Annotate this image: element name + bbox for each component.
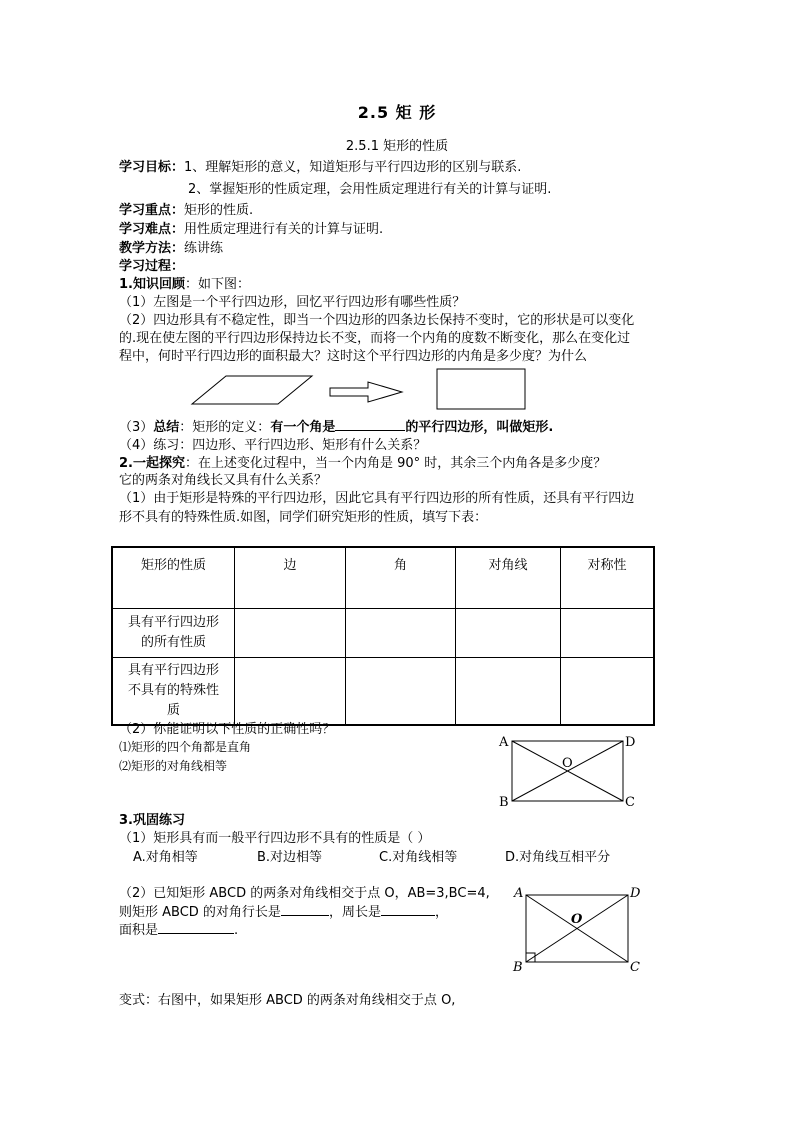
practice-heading: 3.巩固练习 <box>119 813 185 828</box>
section-subtitle: 2.5.1 矩形的性质 <box>345 139 449 154</box>
hollow-arrow-icon <box>330 382 402 402</box>
vertex-label-b: B <box>499 795 509 810</box>
row-label-line: 不具有的特殊性 <box>127 683 219 698</box>
table-row <box>112 609 654 658</box>
table-cell-blank[interactable] <box>561 609 655 658</box>
process-label: 学习过程： <box>119 259 185 274</box>
practice-variant: 变式：右图中，如果矩形 ABCD 的两条对角线相交于点 O, <box>119 993 456 1008</box>
table-header-cell: 对角线 <box>456 547 561 609</box>
table-cell-blank[interactable] <box>346 658 456 726</box>
row-label-line: 质 <box>166 703 180 718</box>
vertex-label-a: A <box>499 735 509 750</box>
vertex-label-b: B <box>513 960 523 975</box>
review-q3 <box>119 418 553 436</box>
review-q3-label: 总结 <box>153 420 180 435</box>
rectangle-abcd-figure-1 <box>495 732 640 812</box>
review-q2-line-1: （2）四边形具有不稳定性，即当一个四边形的四条边长保持不变时，它的形状是可以变化 <box>119 313 635 328</box>
table-header-row <box>112 547 654 609</box>
table-header-cell: 对称性 <box>561 547 655 609</box>
explore-heading: 2.一起探究 <box>119 456 185 471</box>
page-title: 2.5 矩 形 <box>357 103 437 122</box>
explore-p1-line-1: （1）由于矩形是特殊的平行四边形，因此它具有平行四边形的所有性质，还具有平行四边 <box>119 491 635 506</box>
proof-item-1: ⑴矩形的四个角都是直角 <box>119 740 252 754</box>
table-cell-blank[interactable] <box>235 658 346 726</box>
explore-p1-line-2: 形不具有的特殊性质.如图，同学们研究矩形的性质，填写下表： <box>119 510 488 525</box>
review-q3-mid: ：矩形的定义： <box>179 420 271 435</box>
table-header-cell: 矩形的性质 <box>112 547 235 609</box>
method-label: 教学方法： <box>119 241 185 256</box>
key-point-text: 矩形的性质. <box>184 203 254 218</box>
review-q3-bold-1: 有一个角是 <box>270 420 336 435</box>
method-text: 练讲练 <box>184 241 224 256</box>
q2-text-c: ， <box>434 905 448 920</box>
table-cell-blank[interactable] <box>235 609 346 658</box>
review-q2-line-3: 程中，何时平行四边形的面积最大？这时这个平行四边形的内角是多少度？为什么 <box>119 349 588 364</box>
rectangle-shape <box>437 369 525 409</box>
review-heading-line <box>119 276 250 293</box>
row-label-line: 具有平行四边形 <box>127 663 219 678</box>
center-label-o: O <box>562 756 573 771</box>
vertex-label-d: D <box>630 886 641 901</box>
table-header-cell: 边 <box>235 547 346 609</box>
review-q4: （4）练习：四边形、平行四边形、矩形有什么关系？ <box>119 438 427 453</box>
option-c[interactable]: C.对角线相等 <box>379 850 458 865</box>
review-intro: ：如下图： <box>184 277 250 292</box>
method-line <box>119 240 223 257</box>
center-label-o: O <box>571 912 583 927</box>
proof-question: （2）你能证明以下性质的正确性吗？ <box>119 722 336 737</box>
vertex-label-d: D <box>625 735 636 750</box>
difficulty-text: 用性质定理进行有关的计算与证明. <box>184 222 384 237</box>
table-cell-blank[interactable] <box>456 658 561 726</box>
option-b[interactable]: B.对边相等 <box>257 850 323 865</box>
rectangle-properties-table <box>111 546 655 726</box>
option-d[interactable]: D.对角线互相平分 <box>505 850 611 865</box>
q2-text-area: 面积是 <box>119 923 159 938</box>
row-label-line: 的所有性质 <box>140 635 206 650</box>
difficulty-label: 学习难点： <box>119 222 185 237</box>
table-header-cell: 角 <box>346 547 456 609</box>
review-q3-bold-2: 的平行四边形，叫做矩形. <box>405 420 554 435</box>
review-q1: （1）左图是一个平行四边形，回忆平行四边形有哪些性质？ <box>119 295 466 310</box>
proof-item-2: ⑵矩形的对角线相等 <box>119 759 228 773</box>
review-heading: 1.知识回顾 <box>119 277 185 292</box>
vertex-label-c: C <box>625 795 635 810</box>
explore-line-1 <box>119 455 606 472</box>
objectives-line-1 <box>119 159 521 176</box>
vertex-label-a: A <box>514 886 524 901</box>
table-row <box>112 658 654 726</box>
answer-blank[interactable] <box>335 418 405 431</box>
objectives-label: 学习目标： <box>119 160 185 175</box>
answer-blank-diagonal[interactable] <box>281 903 329 916</box>
explore-text-1: ：在上述变化过程中，当一个内角是 90° 时，其余三个内角各是多少度？ <box>184 456 607 471</box>
q2-text-b: ，周长是 <box>328 905 381 920</box>
table-cell-blank[interactable] <box>346 609 456 658</box>
practice-q1: （1）矩形具有而一般平行四边形不具有的性质是（ ） <box>119 831 431 846</box>
review-q2-line-2: 的.现在使左图的平行四边形保持边长不变，而将一个内角的度数不断变化，那么在变化过 <box>119 331 631 346</box>
practice-q2-line-1: （2）已知矩形 ABCD 的两条对角线相交于点 O，AB=3,BC=4, <box>119 886 490 901</box>
q2-text-a: 则矩形 ABCD 的对角行长是 <box>119 905 281 920</box>
answer-blank-area[interactable] <box>158 921 234 934</box>
parallelogram-shape <box>192 376 312 404</box>
row-label-line: 具有平行四边形 <box>127 615 219 630</box>
objectives-item-2: 2、掌握矩形的性质定理，会用性质定理进行有关的计算与证明. <box>188 182 552 197</box>
answer-blank-perimeter[interactable] <box>381 903 435 916</box>
rectangle-abcd-figure-2 <box>508 885 648 975</box>
key-point-label: 学习重点： <box>119 203 185 218</box>
option-a[interactable]: A.对角相等 <box>133 850 198 865</box>
practice-q2-line-2 <box>119 903 448 921</box>
table-row-label <box>112 609 235 658</box>
parallelogram-to-rectangle-figure <box>180 366 540 414</box>
q2-text-end: . <box>234 923 239 938</box>
review-q3-prefix: （3） <box>119 420 154 435</box>
explore-line-2: 它的两条对角线长又具有什么关系？ <box>119 473 328 488</box>
objectives-item-1: 1、理解矩形的意义，知道矩形与平行四边形的区别与联系. <box>184 160 522 175</box>
key-point-line <box>119 202 253 219</box>
practice-q2-line-3 <box>119 921 238 939</box>
table-row-label <box>112 658 235 726</box>
vertex-label-c: C <box>630 960 640 975</box>
table-cell-blank[interactable] <box>561 658 655 726</box>
difficulty-line <box>119 221 383 238</box>
table-cell-blank[interactable] <box>456 609 561 658</box>
